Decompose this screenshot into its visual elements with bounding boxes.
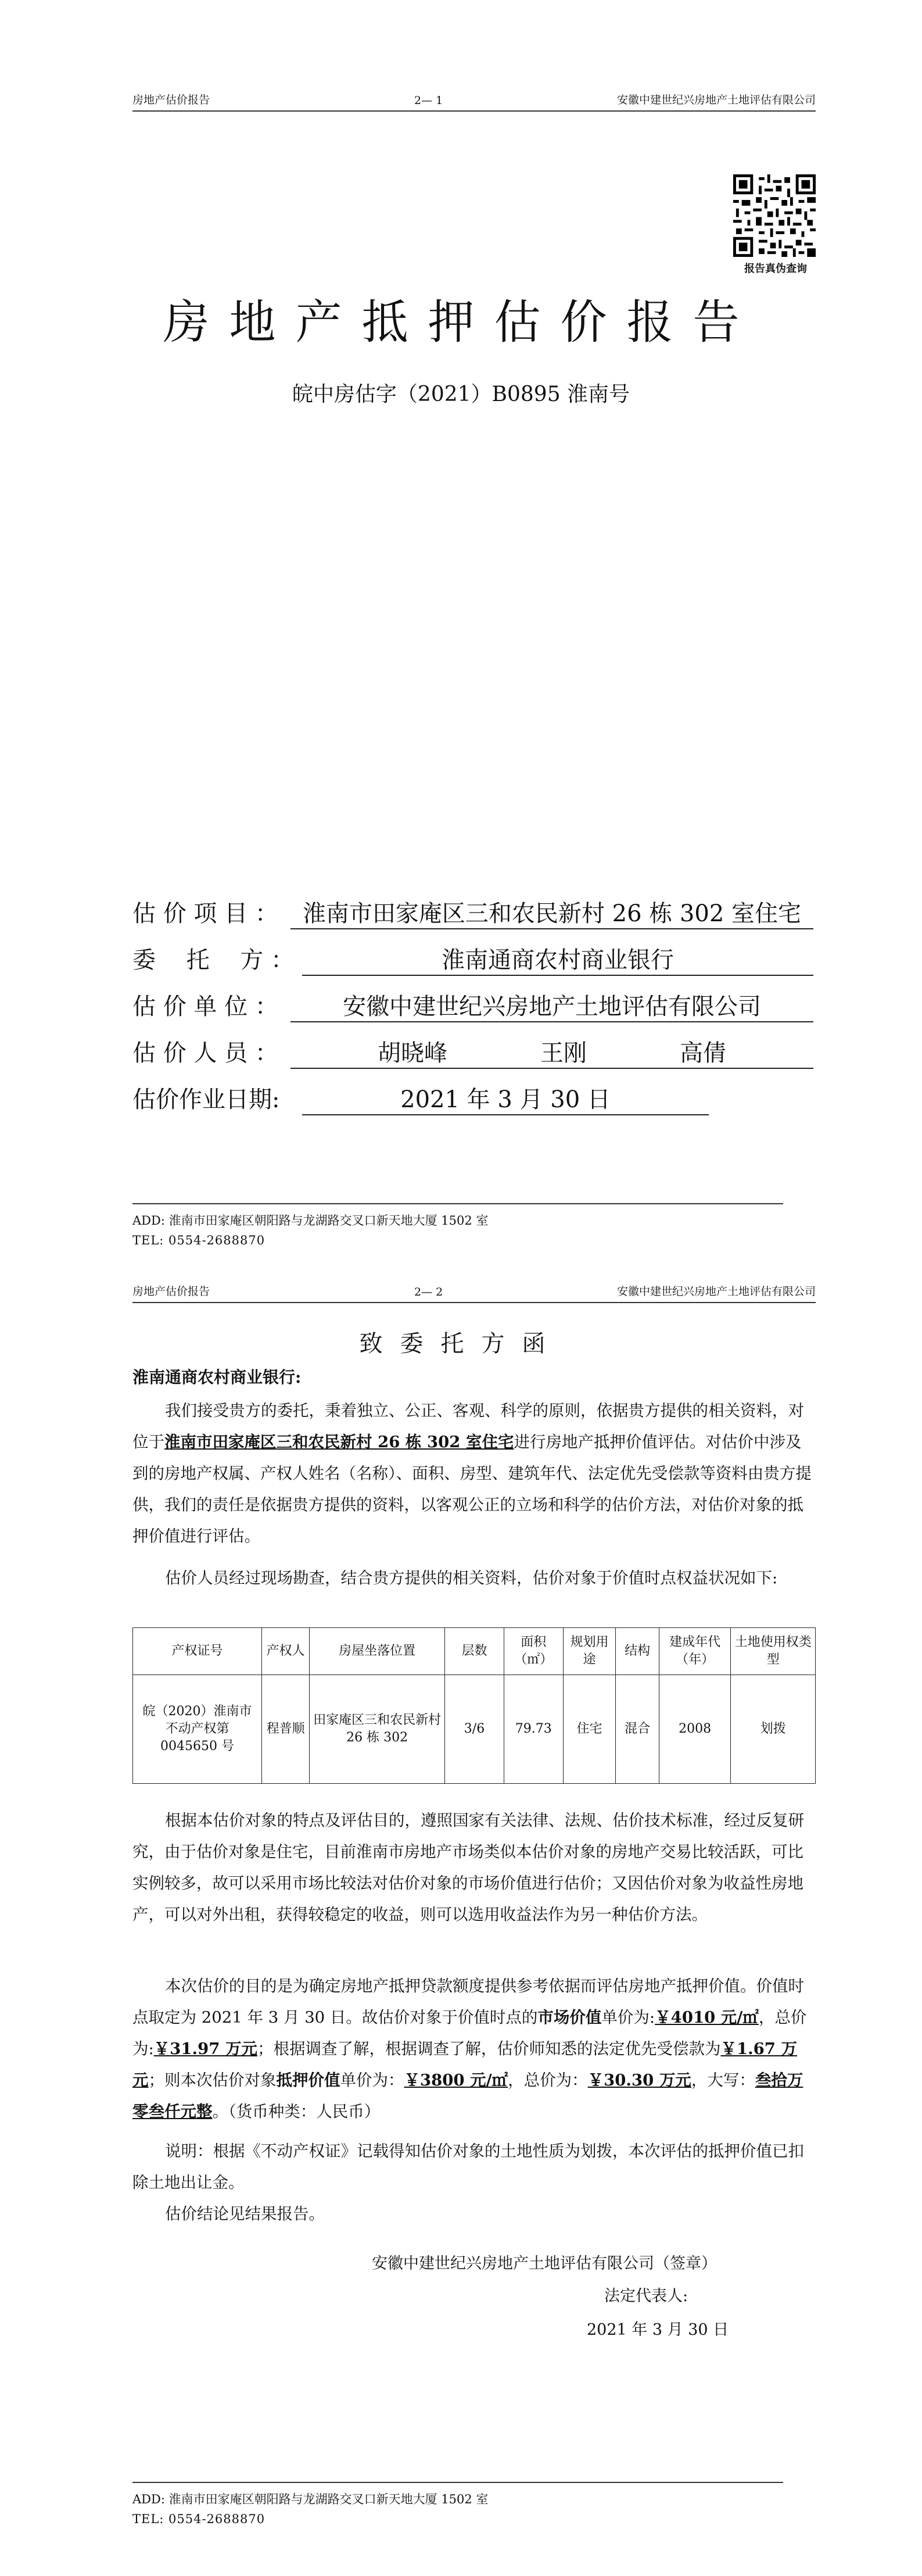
signature-representative: 法定代表人: xyxy=(604,2287,688,2305)
column-header: 产权证号 xyxy=(133,1628,262,1675)
valuation-text: ；根据调查了解，根据调查了解，估价师知悉的法定优先受偿款为 xyxy=(257,2040,721,2058)
mortgage-total-price: ￥30.30 万元 xyxy=(587,2071,691,2090)
column-header: 产权人 xyxy=(262,1628,310,1675)
table-row xyxy=(133,1675,816,1784)
report-title: 房地产抵押估价报告 xyxy=(163,295,759,349)
paragraph-intro xyxy=(132,1395,816,1552)
header-left: 房地产估价报告 xyxy=(132,1285,210,1298)
column-header: 规划用途 xyxy=(563,1628,616,1675)
cover-page xyxy=(0,0,922,1279)
field-client-value: 淮南通商农村商业银行 xyxy=(302,942,813,976)
table-cell: 皖（2020）淮南市不动产权第 0045650 号 xyxy=(133,1675,262,1784)
header-company: 安徽中建世纪兴房地产土地评估有限公司 xyxy=(616,1285,816,1298)
table-cell: 住宅 xyxy=(563,1675,616,1784)
priority-payment: ￥1.67 万元 xyxy=(132,2040,798,2090)
market-unit-price: ￥4010 元/㎡ xyxy=(655,2008,759,2027)
conclusion-text: 估价结论见结果报告。 xyxy=(165,2205,325,2223)
footer-address: ADD: 淮南市田家庵区朝阳路与龙湖路交叉口新天地大厦 1502 室 xyxy=(132,1214,489,1228)
table-header-row xyxy=(133,1628,816,1675)
table-cell: 79.73 xyxy=(504,1675,563,1784)
header-page-number: 2— 1 xyxy=(414,94,443,107)
valuation-text: 单价为： xyxy=(340,2071,404,2090)
field-work-date-label: 估价作业日期: xyxy=(132,1086,280,1113)
field-appraisers-label: 估 价 人 员 ： xyxy=(132,1040,278,1067)
letter-addressee: 淮南通商农村商业银行: xyxy=(132,1368,302,1387)
paragraph-valuation xyxy=(132,1970,816,2127)
field-appraiser-company-label: 估 价 单 位 ： xyxy=(132,993,278,1020)
valuation-text: ，总价为： xyxy=(508,2071,588,2090)
footer-tel: TEL: 0554-2688870 xyxy=(132,2512,266,2526)
qr-code-caption: 报告真伪查询 xyxy=(744,263,807,275)
mortgage-total-capitalized: 叁拾万零叁仟元整 xyxy=(132,2071,803,2121)
footer-divider xyxy=(132,2482,783,2483)
letter-title: 致委托方函 xyxy=(359,1330,563,1357)
valuation-text: 本次估价的目的是为确定房地产抵押贷款额度提供参考依据而评估房地产抵押价值。价值时点取定为 2021 年 3 月 30 日。故估价对象于价值时点的 xyxy=(132,1977,804,2027)
valuation-text: 单价为: xyxy=(601,2008,655,2027)
intro-text-a: 我们接受贵方的委托，秉着独立、公正、客观、科学的原则，依据贵方提供的相关资料，对位于 xyxy=(132,1401,804,1451)
table-cell: 田家庵区三和农民新村 26 栋 302 xyxy=(310,1675,445,1784)
field-project-label: 估 价 项 目 ： xyxy=(132,900,278,927)
table-cell: 混合 xyxy=(616,1675,659,1784)
field-client-label: 委 托 方 ： xyxy=(132,947,295,974)
page-header xyxy=(132,1279,816,1303)
report-number: 皖中房估字（2021）B0895 淮南号 xyxy=(292,382,630,406)
property-table xyxy=(132,1627,816,1784)
valuation-text: ，总价为: xyxy=(132,2008,807,2058)
header-left: 房地产估价报告 xyxy=(132,94,210,106)
field-appraisers-value: 胡晓峰 王刚 高倩 xyxy=(290,1035,813,1069)
field-appraiser-company-value: 安徽中建世纪兴房地产土地评估有限公司 xyxy=(290,988,813,1022)
intro-text-b: 进行房地产抵押价值评估。对估价中涉及到的房地产权属、产权人姓名（名称）、面积、房型、建筑年代、法定优先受偿款等资料由贵方提供，我们的责任是依据贵方提供的资料，以客观公正的立场和科学的估价方法，对估价对象的抵押价值进行评估。 xyxy=(132,1433,812,1545)
column-header: 面积（㎡） xyxy=(504,1628,563,1675)
letter-page xyxy=(0,1279,922,2576)
column-header: 层数 xyxy=(445,1628,504,1675)
status-text: 估价人员经过现场勘查，结合贵方提供的相关资料，估价对象于价值时点权益状况如下: xyxy=(165,1569,778,1587)
page-header xyxy=(132,87,816,112)
table-cell: 3/6 xyxy=(445,1675,504,1784)
footer-tel: TEL: 0554-2688870 xyxy=(132,1233,266,1247)
footer-divider xyxy=(132,1203,783,1204)
method-text: 根据本估价对象的特点及评估目的，遵照国家有关法律、法规、估价技术标准，经过反复研究，由于估价对象是住宅，目前淮南市房地产市场类似本估价对象的房地产交易比较活跃，可比实例较多，故可以采用市场比较法对估价对象的市场价值进行估价；又因估价对象为收益性房地产，可以对外出租，获得较稳定的收益，则可以选用收益法作为另一种估价方法。 xyxy=(132,1811,804,1924)
paragraph-note xyxy=(132,2135,816,2198)
column-header: 土地使用权类型 xyxy=(731,1628,816,1675)
column-header: 结构 xyxy=(616,1628,659,1675)
property-address: 淮南市田家庵区三和农民新村 26 栋 302 室住宅 xyxy=(164,1433,514,1451)
field-project-value: 淮南市田家庵区三和农民新村 26 栋 302 室住宅 xyxy=(290,895,813,929)
footer-address: ADD: 淮南市田家庵区朝阳路与龙湖路交叉口新天地大厦 1502 室 xyxy=(132,2492,489,2506)
qr-code-icon[interactable] xyxy=(733,174,816,257)
signature-date: 2021 年 3 月 30 日 xyxy=(587,2321,729,2339)
table-cell: 程普顺 xyxy=(262,1675,310,1784)
paragraph-method xyxy=(132,1805,816,1930)
note-text: 说明：根据《不动产权证》记载得知估价对象的土地性质为划拨，本次评估的抵押价值已扣除土地出让金。 xyxy=(132,2142,804,2192)
paragraph-status xyxy=(132,1562,816,1594)
valuation-text: 。（货币种类：人民币） xyxy=(212,2102,381,2121)
mortgage-value-label: 抵押价值 xyxy=(276,2071,340,2090)
column-header: 房屋坐落位置 xyxy=(310,1628,445,1675)
mortgage-unit-price: ￥3800 元/㎡ xyxy=(404,2071,508,2090)
market-value-label: 市场价值 xyxy=(537,2008,602,2027)
header-page-number: 2— 2 xyxy=(414,1286,443,1298)
market-total-price: ￥31.97 万元 xyxy=(153,2040,257,2058)
paragraph-conclusion xyxy=(132,2198,816,2230)
valuation-text: ，大写： xyxy=(691,2071,755,2090)
valuation-text: ；则本次估价对象 xyxy=(148,2071,277,2090)
field-work-date-value: 2021 年 3 月 30 日 xyxy=(302,1081,709,1115)
header-company: 安徽中建世纪兴房地产土地评估有限公司 xyxy=(616,94,816,106)
signature-company: 安徽中建世纪兴房地产土地评估有限公司（签章） xyxy=(372,2255,717,2273)
table-cell: 2008 xyxy=(659,1675,731,1784)
table-cell: 划拨 xyxy=(731,1675,816,1784)
column-header: 建成年代（年） xyxy=(659,1628,731,1675)
